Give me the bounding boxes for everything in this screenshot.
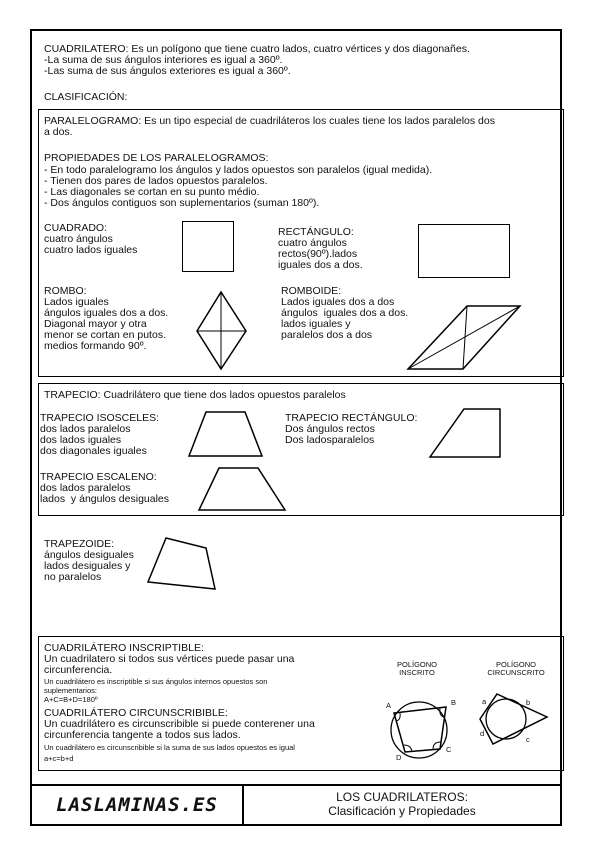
trapezoide-title: TRAPEZOIDE: (44, 538, 115, 550)
circunscribible-small-1: Un cuadrilátero es circunscribible si la suma de sus lados opuestos es igual (44, 743, 295, 752)
inscrito-label-2: INSCRITO (399, 668, 435, 677)
circunscribible-text-2: circunferencia tangente a todos sus lados. (44, 729, 241, 741)
inscriptible-small-2: suplementarios: (44, 686, 97, 695)
vertex-c-label: C (446, 745, 452, 754)
circunscrito-label-1: POLÍGONO (495, 660, 536, 669)
inscriptible-title: CUADRILÁTERO INSCRIPTIBLE: (44, 642, 204, 654)
prop-4: - Dos ángulos contiguos son suplementarios (suman 180º). (44, 197, 320, 209)
trap-escaleno-title: TRAPECIO ESCALENO: (40, 471, 157, 483)
trap-isosceles-title: TRAPECIO ISOSCELES: (40, 412, 160, 424)
trap-isosceles-line-2: dos lados iguales (40, 434, 122, 446)
footer-title-block (244, 786, 560, 824)
footer-subtitle: Clasificación y Propiedades (328, 804, 476, 818)
inscriptible-text-2: circunferencia. (44, 664, 113, 676)
circunscribible-small-2: a+c=b+d (44, 754, 74, 763)
trapezoide-line-1: ángulos desiguales (44, 549, 134, 561)
trap-rectangulo-line-1: Dos ángulos rectos (285, 423, 375, 435)
rombo-line-4: menor se cortan en putos. (44, 329, 166, 341)
rectangulo-line-2: rectos(90º).lados (278, 248, 358, 260)
rombo-title: ROMBO: (44, 285, 87, 297)
romboide-line-4: paralelos dos a dos (281, 329, 373, 341)
cuadrado-line-1: cuatro ángulos (44, 233, 113, 245)
cuadrado-title: CUADRADO: (44, 222, 108, 234)
circunscribible-text-1: Un cuadrilátero es circunscribible si puede conterener una (44, 718, 315, 730)
intro-line-1: CUADRILATERO: Es un polígono que tiene cuatro lados, cuatro vértices y dos diagonañes. (44, 43, 470, 55)
cuadrado-line-2: cuatro lados iguales (44, 244, 138, 256)
side-d-label: d (480, 729, 485, 738)
prop-1: - En todo paralelogramo los ángulos y lados opuestos son paralelos (igual medida). (44, 164, 433, 176)
trap-isosceles-line-3: dos diagonales iguales (40, 445, 147, 457)
clasificacion-heading: CLASIFICACIÓN: (44, 91, 128, 103)
trapezoide-line-3: no paralelos (44, 571, 102, 583)
trap-escaleno-line-2: lados y ángulos desiguales (40, 493, 170, 505)
rombo-line-3: Diagonal mayor y otra (44, 318, 147, 330)
inscriptible-small-1: Un cuadrilátero es inscriptible si sus ángulos internos opuestos son (44, 677, 268, 686)
trap-escaleno-line-1: dos lados paralelos (40, 482, 131, 494)
trap-isosceles-line-1: dos lados paralelos (40, 423, 131, 435)
props-title: PROPIEDADES DE LOS PARALELOGRAMOS: (44, 152, 269, 164)
rombo-line-5: medios formando 90º. (44, 340, 147, 352)
site-logo: LASLAMINAS.ES (32, 786, 244, 824)
inscriptible-text-1: Un cuadrilatero si todos sus vértices puede pasar una (44, 653, 295, 665)
inscrito-label-1: POLÍGONO (396, 660, 437, 669)
side-c-label: c (526, 735, 530, 744)
intro-line-3: -Las suma de sus ángulos exteriores es igual a 360º. (44, 65, 291, 77)
romboide-line-2: ángulos iguales dos a dos. (281, 307, 409, 319)
footer-title: LOS CUADRILATEROS: (336, 790, 468, 804)
inscriptible-small-3: A+C=B+D=180º (44, 695, 98, 704)
vertex-b-label: B (451, 698, 457, 707)
vertex-a-label: A (386, 701, 392, 710)
intro-line-2: -La suma de sus ángulos interiores es igual a 360º. (44, 54, 283, 66)
romboide-line-3: lados iguales y (281, 318, 351, 330)
trap-rectangulo-line-2: Dos ladosparalelos (285, 434, 375, 446)
trap-rectangulo-title: TRAPECIO RECTÁNGULO: (285, 412, 418, 424)
footer (30, 784, 562, 826)
circunscribible-title: CUADRILÁTERO CIRCUNSCRIBIBLE: (44, 707, 228, 719)
rombo-line-1: Lados iguales (44, 296, 109, 308)
circunscrito-label-2: CIRCUNSCRITO (487, 668, 545, 677)
prop-2: - Tienen dos pares de lados opuestos paralelos. (44, 175, 268, 187)
rectangulo-line-1: cuatro ángulos (278, 237, 347, 249)
rectangulo-line-3: iguales dos a dos. (278, 259, 363, 271)
trapecio-def: TRAPECIO: Cuadrilátero que tiene dos lados opuestos paralelos (44, 389, 346, 401)
paralelogramo-def-1: PARALELOGRAMO: Es un tipo especial de cuadriláteros los cuales tiene los lados paralelos dos (44, 115, 495, 127)
rombo-line-2: ángulos iguales dos a dos. (44, 307, 169, 319)
romboide-line-1: Lados iguales dos a dos (281, 296, 395, 308)
rectangulo-title: RECTÁNGULO: (278, 226, 354, 238)
side-b-label: b (526, 698, 531, 707)
vertex-d-label: D (396, 753, 402, 762)
side-a-label: a (482, 697, 487, 706)
prop-3: - Las diagonales se cortan en su punto médio. (44, 186, 260, 198)
romboide-title: ROMBOIDE: (281, 285, 342, 297)
trapezoide-line-2: lados desiguales y (44, 560, 131, 572)
paralelogramo-def-2: a dos. (44, 126, 73, 138)
